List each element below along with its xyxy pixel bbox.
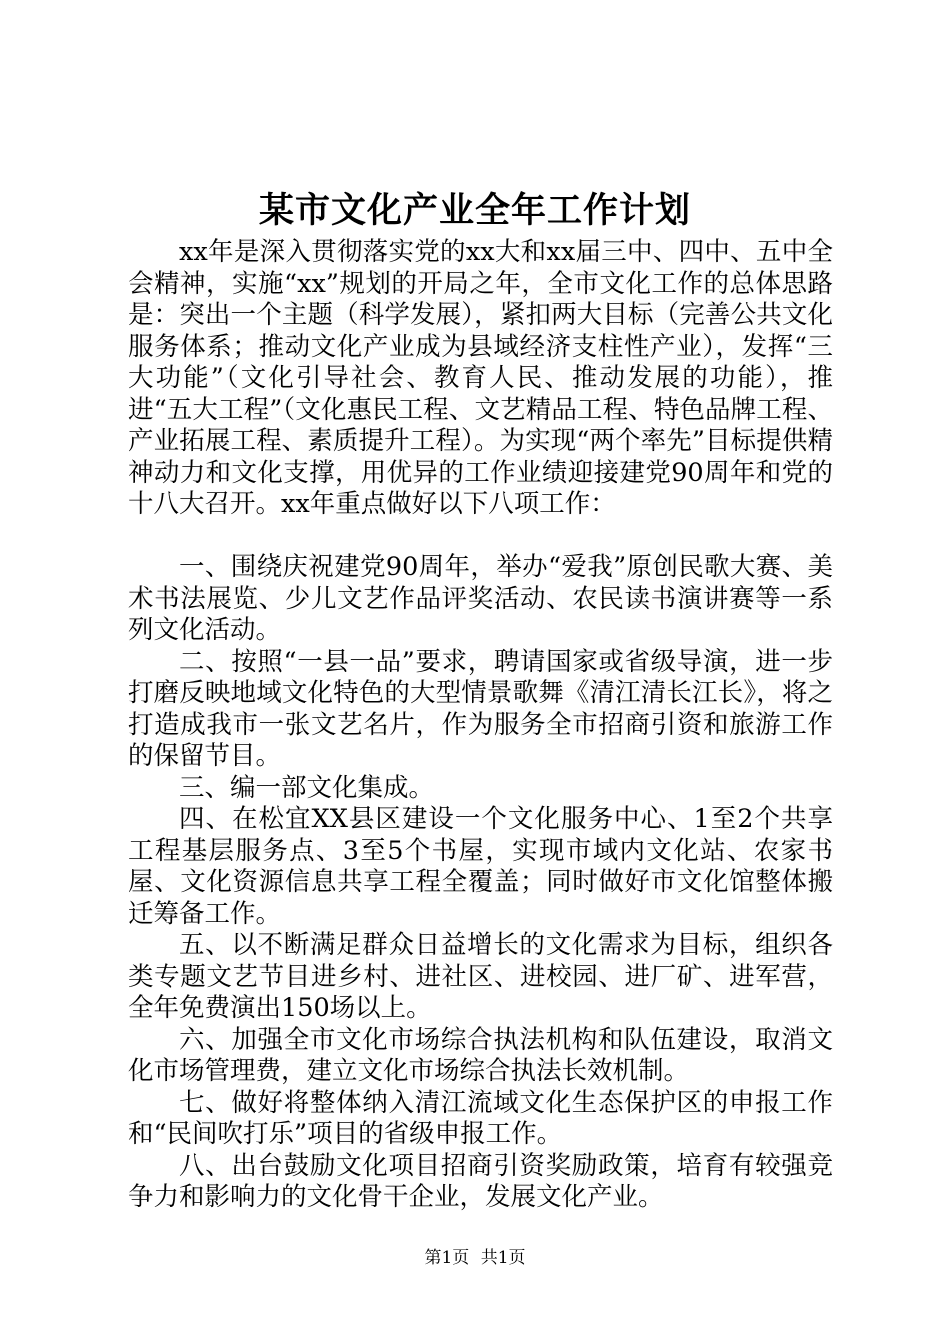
work-item-6: 六、加强全市文化市场综合执法机构和队伍建设，取消文化市场管理费，建立文化市场综合执法长效机制。 <box>128 1024 833 1086</box>
work-item-4: 四、在松宜XX县区建设一个文化服务中心、1至2个共享工程基层服务点、3至5个书屋，实现市域内文化站、农家书屋、文化资源信息共享工程全覆盖；同时做好市文化馆整体搬迁筹备工作。 <box>128 804 833 929</box>
work-item-5: 五、以不断满足群众日益增长的文化需求为目标，组织各类专题文艺节目进乡村、进社区、进校园、进厂矿、进军营，全年免费演出150场以上。 <box>128 930 833 1023</box>
document-body <box>128 237 833 1214</box>
document-title: 某市文化产业全年工作计划 <box>258 190 691 231</box>
work-item-8: 八、出台鼓励文化项目招商引资奖励政策，培育有较强竞争力和影响力的文化骨干企业，发展文化产业。 <box>128 1150 833 1212</box>
page-total: 共1页 <box>480 1248 526 1268</box>
work-item-1: 一、围绕庆祝建党90周年，举办“爱我”原创民歌大赛、美术书法展览、少儿文艺作品评奖活动、农民读书演讲赛等一系列文化活动。 <box>128 552 833 645</box>
work-item-2: 二、按照“一县一品”要求，聘请国家或省级导演，进一步打磨反映地域文化特色的大型情景歌舞《清江清长江长》，将之打造成我市一张文艺名片，作为服务全市招商引资和旅游工作的保留节目。 <box>128 646 833 771</box>
work-item-3: 三、编一部文化集成。 <box>179 772 435 803</box>
page-number: 第1页 <box>424 1248 470 1268</box>
page-footer <box>0 1246 950 1270</box>
paragraph-gap <box>128 521 833 553</box>
intro-paragraph: xx年是深入贯彻落实党的xx大和xx届三中、四中、五中全会精神，实施“xx”规划的开局之年，全市文化工作的总体思路是：突出一个主题（科学发展），紧扣两大目标（完善公共文化服务体系；推动文化产业成为县域经济支柱性产业），发挥“三大功能”（文化引导社会、教育人民、推动发展的功能），推进“五大工程”（文化惠民工程、文艺精品工程、特色品牌工程、产业拓展工程、素质提升工程）。为实现“两个率先”目标提供精神动力和文化支撑，用优异的工作业绩迎接建党90周年和党的十八大召开。xx年重点做好以下八项工作： <box>128 237 833 519</box>
work-item-7: 七、做好将整体纳入清江流域文化生态保护区的申报工作和“民间吹打乐”项目的省级申报工作。 <box>128 1087 833 1149</box>
